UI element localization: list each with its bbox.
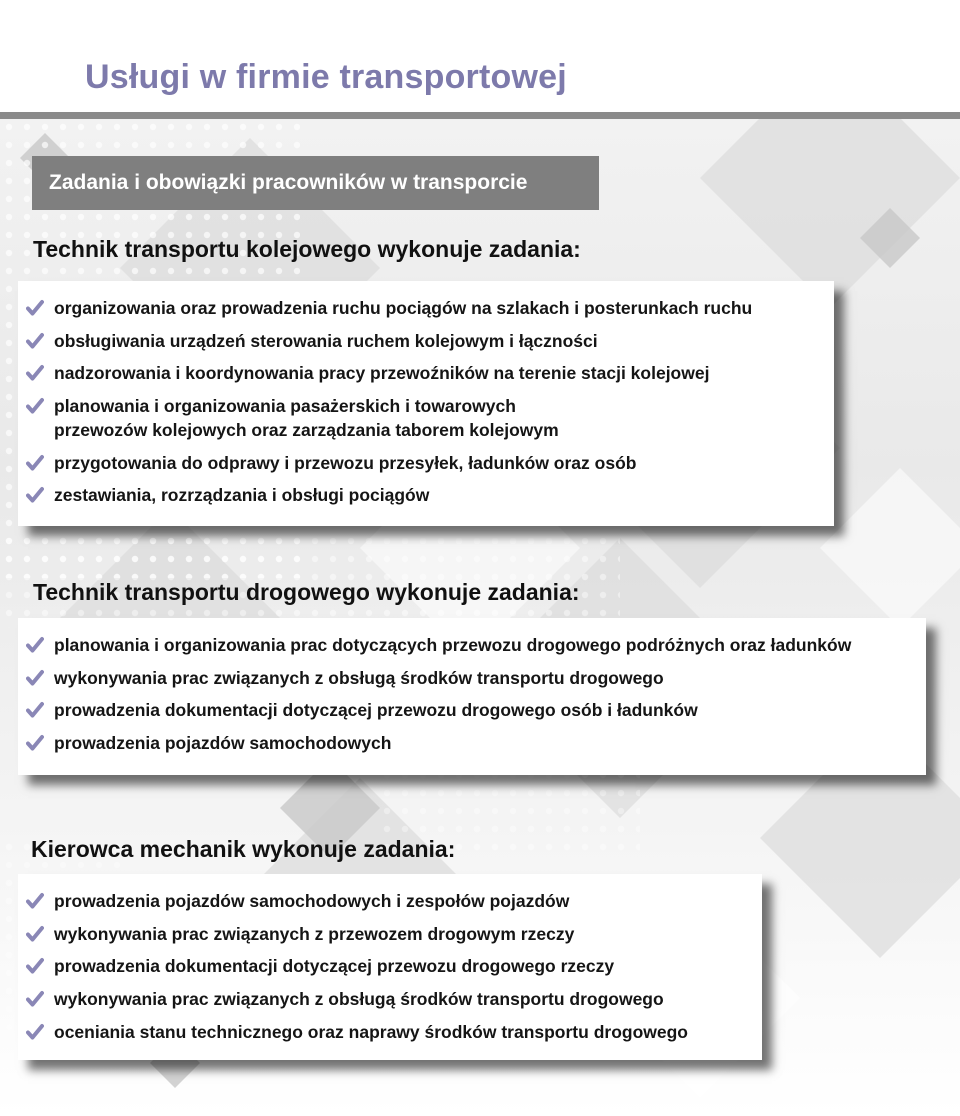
list-item [18,889,762,913]
title-divider [0,112,960,119]
list-item [18,483,834,507]
list-item-text: prowadzenia pojazdów samochodowych [54,733,392,754]
rail-tasks-panel [18,281,834,526]
list-item-text: zestawiania, rozrządzania i obsługi pociągów [54,485,430,506]
list-item [18,329,834,353]
checkmark-icon [26,734,44,752]
checkmark-icon [26,636,44,654]
list-item-text: wykonywania prac związanych z obsługą środków transportu drogowego [54,989,664,1010]
checkmark-icon [26,892,44,910]
page-title: Usługi w firmie transportowej [85,58,567,96]
list-item [18,633,926,657]
subtitle-banner: Zadania i obowiązki pracowników w transporcie [32,156,599,210]
list-item-text: wykonywania prac związanych z przewozem drogowym rzeczy [54,923,575,944]
list-item-text: prowadzenia dokumentacji dotyczącej przewozu drogowego rzeczy [54,956,615,977]
checkmark-icon [26,925,44,943]
section-heading-rail: Technik transportu kolejowego wykonuje zadania: [33,236,581,262]
list-item [18,987,762,1011]
list-item [18,394,834,442]
checkmark-icon [26,957,44,975]
checkmark-icon [26,486,44,504]
list-item-text: wykonywania prac związanych z obsługą środków transportu drogowego [54,667,664,688]
checkmark-icon [26,1023,44,1041]
rail-task-list [18,296,834,507]
list-item [18,1020,762,1044]
driver-tasks-panel [18,874,762,1060]
list-item-text: przygotowania do odprawy i przewozu przesyłek, ładunków oraz osób [54,452,637,473]
list-item-text: nadzorowania i koordynowania pracy przewoźników na terenie stacji kolejowej [54,363,710,384]
section-heading-driver: Kierowca mechanik wykonuje zadania: [31,836,456,862]
list-item [18,922,762,946]
list-item-text: prowadzenia pojazdów samochodowych i zespołów pojazdów [54,891,570,911]
list-item-text: planowania i organizowania prac dotyczących przewozu drogowego podróżnych oraz ładunków [54,635,852,655]
list-item [18,731,926,755]
list-item-text: organizowania oraz prowadzenia ruchu pociągów na szlakach i posterunkach ruchu [54,298,753,318]
list-item [18,954,762,978]
list-item-text-continued: przewozów kolejowych oraz zarządzania taborem kolejowym [54,420,559,441]
list-item-text: planowania i organizowania pasażerskich i towarowych [54,396,516,417]
checkmark-icon [26,364,44,382]
checkmark-icon [26,299,44,317]
list-item [18,361,834,385]
list-item-text: prowadzenia dokumentacji dotyczącej przewozu drogowego osób i ładunków [54,700,698,721]
list-item [18,296,834,320]
checkmark-icon [26,332,44,350]
list-item [18,451,834,475]
checkmark-icon [26,454,44,472]
list-item-text: obsługiwania urządzeń sterowania ruchem kolejowym i łączności [54,330,598,351]
list-item [18,698,926,722]
checkmark-icon [26,990,44,1008]
list-item [18,666,926,690]
checkmark-icon [26,701,44,719]
section-heading-road: Technik transportu drogowego wykonuje zadania: [33,579,580,605]
road-task-list [18,633,926,755]
checkmark-icon [26,397,44,415]
road-tasks-panel [18,618,926,775]
checkmark-icon [26,669,44,687]
driver-task-list [18,889,762,1044]
list-item-text: oceniania stanu technicznego oraz naprawy środków transportu drogowego [54,1021,688,1042]
